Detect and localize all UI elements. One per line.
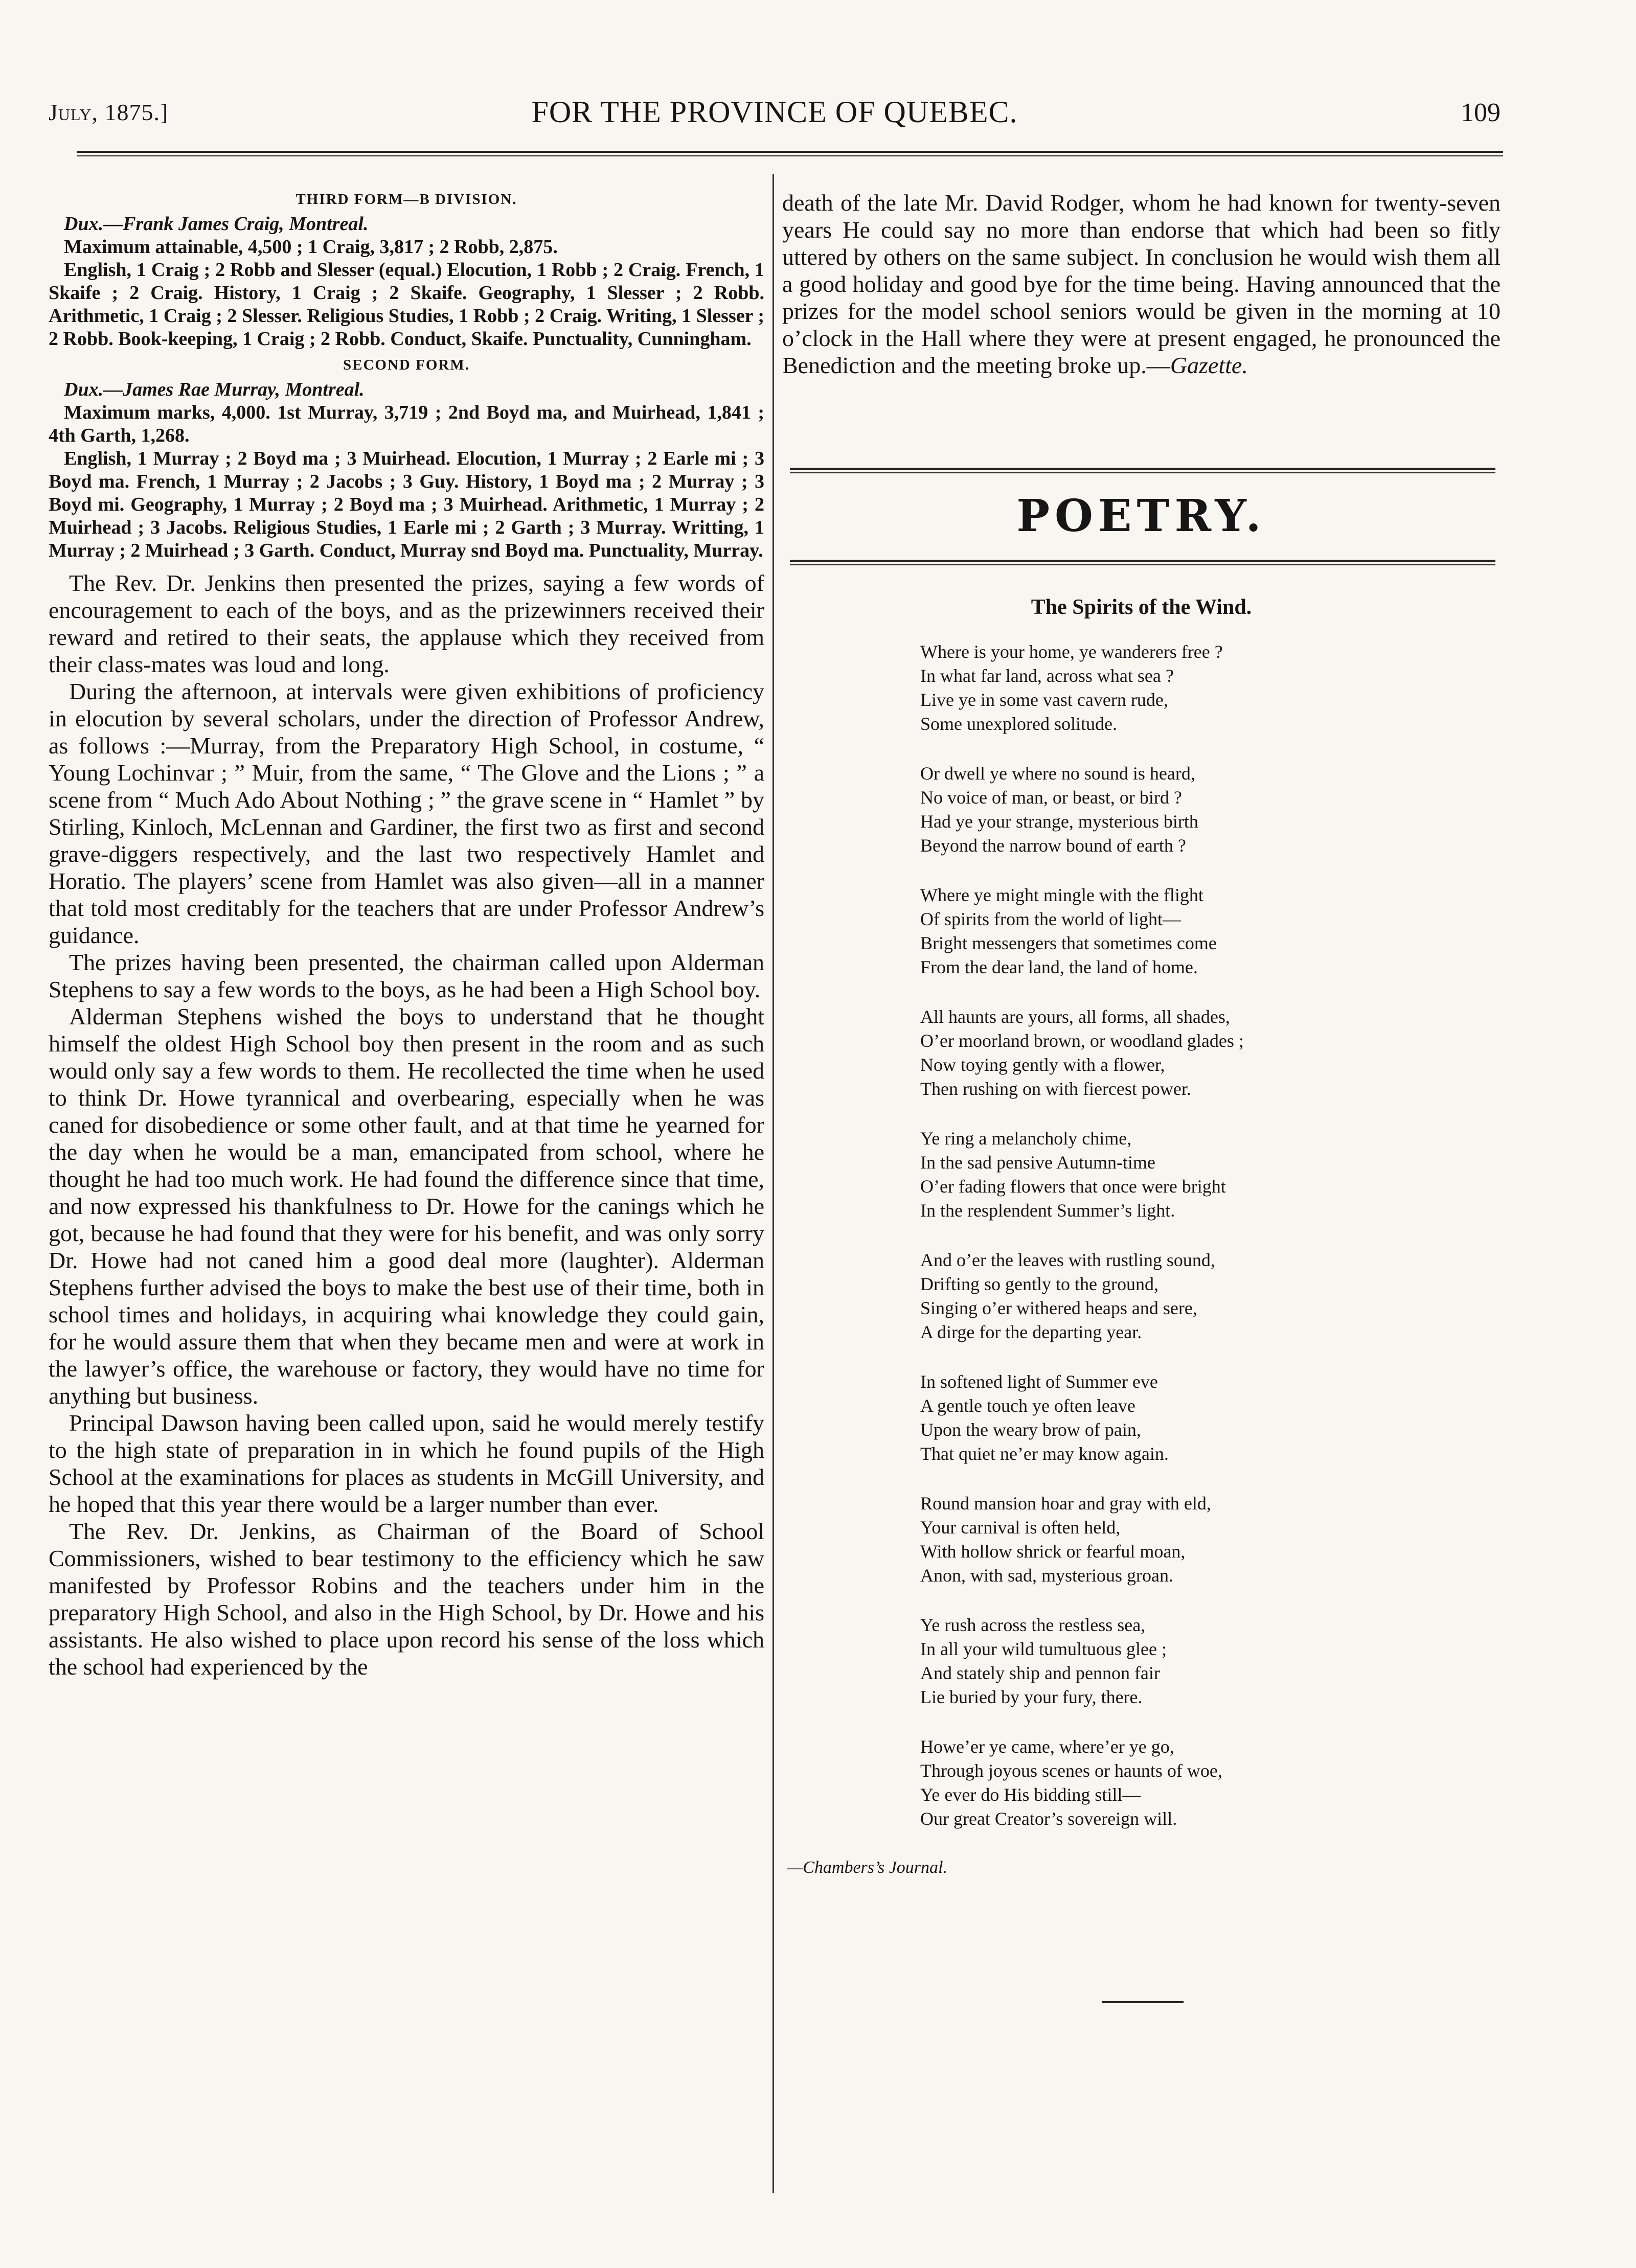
third-form-results: [49, 189, 764, 351]
poem-line: And stately ship and pennon fair: [920, 1663, 1160, 1683]
poem-line: O’er fading flowers that once were bright: [920, 1176, 1226, 1197]
stanza: [782, 1005, 1501, 1101]
poem-line: Upon the weary brow of pain,: [920, 1419, 1141, 1440]
section-rule: [790, 560, 1495, 565]
poem-line: In softened light of Summer eve: [920, 1371, 1158, 1392]
poem-line: Round mansion hoar and gray with eld,: [920, 1493, 1211, 1514]
third-form-subjects: English, 1 Craig ; 2 Robb and Slesser (equal.) Elocution, 1 Robb ; 2 Craig. French, 1 Skaife ; 2 Craig. History, 1 Craig ; 2 Skaife. Geography, 1 Slesser ; 2 Robb. Arithmetic, 1 Craig ; 2 Slesser. Religious Studies, 1 Robb ; 2 Craig. Writing, 1 Slesser ; 2 Robb. Book-keeping, 1 Craig ; 2 Robb. Conduct, Skaife. Punctuality, Cunningham.: [49, 259, 764, 350]
poem-line: Ye rush across the restless sea,: [920, 1615, 1146, 1635]
poem-line: Or dwell ye where no sound is heard,: [920, 763, 1195, 784]
second-form-heading: SECOND FORM.: [343, 357, 470, 373]
third-form-maximum: Maximum attainable, 4,500 ; 1 Craig, 3,817 ; 2 Robb, 2,875.: [64, 236, 558, 258]
poem-line: Where ye might mingle with the flight: [920, 885, 1203, 905]
report-continuation: [782, 189, 1501, 379]
poem-line: Live ye in some vast cavern rude,: [920, 690, 1168, 710]
second-form-results: [49, 355, 764, 562]
poem-line: Ye ever do His bidding still—: [920, 1784, 1141, 1805]
poem-line: Howe’er ye came, where’er ye go,: [920, 1736, 1174, 1757]
poem: [782, 593, 1501, 1879]
poem-line: Beyond the narrow bound of earth ?: [920, 835, 1186, 856]
second-form-subjects: English, 1 Murray ; 2 Boyd ma ; 3 Muirhead. Elocution, 1 Murray ; 2 Earle mi ; 3 Boyd ma. French, 1 Murray ; 2 Jacobs ; 3 Guy. History, 1 Boyd ma ; 2 Murray ; 3 Boyd mi. Geography, 1 Murray ; 2 Boyd ma ; 3 Muirhead. Arithmetic, 1 Murray ; 2 Muirhead ; 3 Jacobs. Religious Studies, 1 Earle mi ; 2 Garth ; 3 Murray. Writting, 1 Murray ; 2 Muirhead ; 3 Garth. Conduct, Murray snd Boyd ma. Punctuality, Murray.: [49, 448, 764, 561]
poem-line: Lie buried by your fury, there.: [920, 1687, 1143, 1707]
stanza: [782, 762, 1501, 858]
poem-source: —Chambers’s Journal.: [787, 1858, 947, 1877]
poem-line: From the dear land, the land of home.: [920, 957, 1198, 977]
poem-line: In what far land, across what sea ?: [920, 666, 1174, 686]
poem-line: Anon, with sad, mysterious groan.: [920, 1565, 1173, 1586]
poem-line: Ye ring a melancholy chime,: [920, 1128, 1132, 1149]
poem-line: O’er moorland brown, or woodland glades ;: [920, 1030, 1244, 1051]
poem-line: And o’er the leaves with rustling sound,: [920, 1250, 1215, 1270]
paragraph: The Rev. Dr. Jenkins, as Chairman of the Board of School Commissioners, wished to bear testimony to the efficiency which he saw manifested by Professor Robins and the teachers under him in the preparatory High School, and also in the High School, by Dr. Howe and his assistants. He also wished to place upon record his sense of the loss which the school had experienced by the: [49, 1518, 764, 1680]
source-credit: Gazette.: [1170, 352, 1248, 378]
poem-line: Your carnival is often held,: [920, 1517, 1121, 1538]
second-form-dux: Dux.—James Rae Murray, Montreal.: [64, 379, 365, 400]
poem-line: A gentle touch ye often leave: [920, 1395, 1135, 1416]
issue-date: July, 1875.]: [49, 99, 169, 125]
section-rule: [790, 468, 1495, 473]
stanza: [782, 1492, 1501, 1588]
poem-stanzas: [782, 640, 1501, 1831]
poem-line: Now toying gently with a flower,: [920, 1055, 1165, 1075]
poem-line: Drifting so gently to the ground,: [920, 1274, 1158, 1294]
stanza: [782, 1127, 1501, 1223]
page-header: [49, 95, 1501, 141]
stanza: [782, 1613, 1501, 1709]
paragraph: [782, 189, 1501, 379]
paragraph: Principal Dawson having been called upon, said he would merely testify to the high state of preparation in in which he found pupils of the High School at the examinations for places as students in McGill University, and he hoped that this year there would be a larger number than ever.: [49, 1410, 764, 1517]
poem-line: That quiet ne’er may know again.: [920, 1444, 1169, 1464]
stanza: [782, 640, 1501, 736]
poem-line: Singing o’er withered heaps and sere,: [920, 1298, 1197, 1318]
paragraph: Alderman Stephens wished the boys to understand that he thought himself the oldest High School boy then present in the room and as such would only say a few words to them. He recollected the time when he used to think Dr. Howe tyrannical and overbearing, especially when he was caned for disobedience or some other fault, and at that time he yearned for the day when he would be a man, emancipated from school, where he thought he had too much work. He had found the difference since that time, and now expressed his thankfulness to Dr. Howe for the canings which he got, because he had found that they were for his benefit, and was only sorry Dr. Howe had not caned him a good deal more (laughter). Alderman Stephens further advised the boys to make the best use of their time, both in school times and holidays, in acquiring whai knowledge they could gain, for he would assure them that when they became men and were at work in the lawyer’s office, the warehouse or factory, they would have no time for anything but business.: [49, 1003, 764, 1409]
poem-line: In the resplendent Summer’s light.: [920, 1200, 1175, 1221]
poem-line: Of spirits from the world of light—: [920, 909, 1181, 929]
stanza: [782, 1735, 1501, 1831]
left-column: [49, 189, 764, 1680]
stanza: [782, 1370, 1501, 1466]
poem-line: In all your wild tumultuous glee ;: [920, 1639, 1167, 1659]
running-title: FOR THE PROVINCE OF QUEBEC.: [531, 95, 1018, 129]
poem-line: Had ye your strange, mysterious birth: [920, 811, 1198, 832]
poem-line: In the sad pensive Autumn-time: [920, 1152, 1155, 1173]
poem-line: Where is your home, ye wanderers free ?: [920, 642, 1223, 662]
poem-line: Our great Creator’s sovereign will.: [920, 1808, 1177, 1829]
report-text: [49, 569, 764, 1680]
paragraph: During the afternoon, at intervals were given exhibitions of proficiency in elocution by several scholars, under the direction of Professor Andrew, as follows :—Murray, from the Preparatory High School, in costume, “ Young Lochinvar ; ” Muir, from the same, “ The Glove and the Lions ; ” a scene from “ Much Ado About Nothing ; ” the grave scene in “ Hamlet ” by Stirling, Kinloch, McLennan and Gardiner, the first two as first and second grave-diggers respectively, and the last two respectively Hamlet and Horatio. The players’ scene from Hamlet was also given—all in a manner that told most creditably for the teachers that are under Professor Andrew’s guidance.: [49, 678, 764, 948]
poem-line: Through joyous scenes or haunts of woe,: [920, 1760, 1222, 1781]
column-divider: [772, 174, 774, 2193]
paragraph: The prizes having been presented, the chairman called upon Alderman Stephens to say a few words to the boys, as he had been a High School boy.: [49, 949, 764, 1002]
third-form-heading: THIRD FORM—B DIVISION.: [296, 191, 517, 208]
third-form-dux: Dux.—Frank James Craig, Montreal.: [64, 213, 369, 235]
poetry-section: [782, 491, 1501, 542]
continued-text: death of the late Mr. David Rodger, whom he had known for twenty-seven years He could say no more than endorse that which had been so fitly uttered by others on the same subject. In conclusion he would wish them all a good holiday and good bye for the time being. Having announced that the prizes for the model school seniors would be given in the morning at 10 o’clock in the Hall where they were at present engaged, he pronounced the Benediction and the meeting broke up.—: [782, 190, 1501, 378]
poem-line: Some unexplored solitude.: [920, 714, 1117, 734]
page-number: 109: [1461, 98, 1501, 127]
poem-line: A dirge for the departing year.: [920, 1322, 1142, 1342]
poem-line: With hollow shrick or fearful moan,: [920, 1541, 1186, 1562]
poem-title: The Spirits of the Wind.: [1031, 595, 1252, 619]
paragraph: The Rev. Dr. Jenkins then presented the prizes, saying a few words of encouragement to each of the boys, and as the prizewinners received their reward and retired to their seats, the applause which they received from their class-mates was loud and long.: [49, 570, 764, 677]
second-form-maximum: Maximum marks, 4,000. 1st Murray, 3,719 ; 2nd Boyd ma, and Muirhead, 1,841 ; 4th Garth, 1,268.: [49, 402, 764, 446]
poem-line: All haunts are yours, all forms, all shades,: [920, 1006, 1230, 1027]
stanza: [782, 883, 1501, 979]
stanza: [782, 1248, 1501, 1344]
right-column: [782, 189, 1501, 1877]
closing-rule: [1102, 2001, 1184, 2003]
poetry-heading: POETRY.: [1016, 490, 1266, 542]
poem-line: Bright messengers that sometimes come: [920, 933, 1217, 953]
header-rule: [77, 151, 1503, 156]
poem-line: Then rushing on with fiercest power.: [920, 1079, 1191, 1099]
poem-line: No voice of man, or beast, or bird ?: [920, 787, 1182, 808]
